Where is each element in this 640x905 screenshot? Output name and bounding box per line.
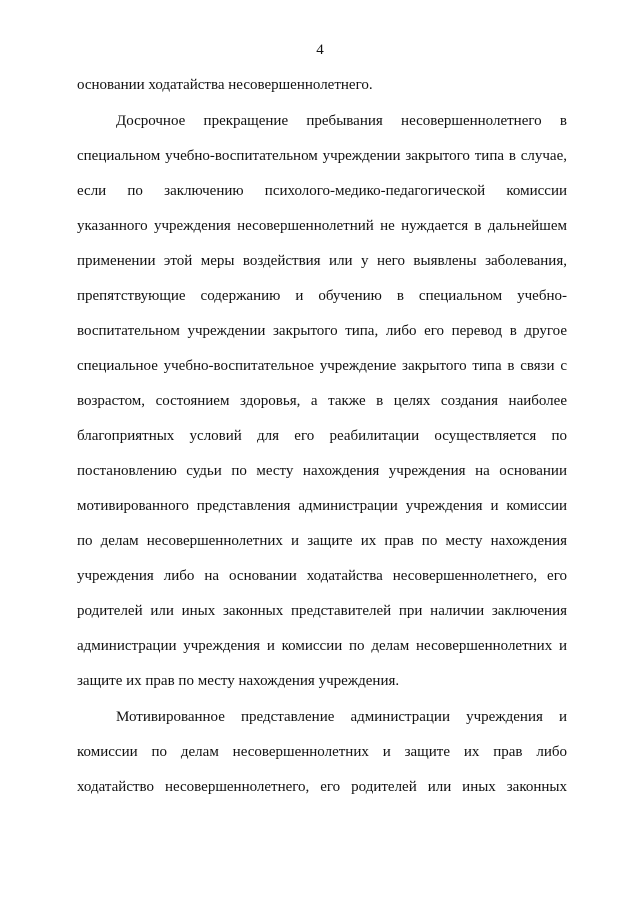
text-line: если по заключению психолого-медико-педагогической комиссии (77, 183, 567, 199)
text-line: Досрочное прекращение пребывания несовершеннолетнего в (116, 113, 567, 129)
text-line: администрации учреждения и комиссии по делам несовершеннолетних и (77, 638, 567, 654)
text-line: специальном учебно-воспитательном учреждении закрытого типа в случае, (77, 148, 567, 164)
text-line: указанного учреждения несовершеннолетний не нуждается в дальнейшем (77, 218, 567, 234)
text-line: применении этой меры воздействия или у него выявлены заболевания, (77, 253, 567, 269)
text-line: благоприятных условий для его реабилитации осуществляется по (77, 428, 567, 444)
text-line: ходатайство несовершеннолетнего, его родителей или иных законных (77, 779, 567, 795)
text-line: постановлению судьи по месту нахождения учреждения на основании (77, 463, 567, 479)
page-number: 4 (316, 42, 324, 58)
text-line: учреждения либо на основании ходатайства несовершеннолетнего, его (77, 568, 567, 584)
text-line: мотивированного представления администрации учреждения и комиссии (77, 498, 567, 514)
text-line: препятствующие содержанию и обучению в специальном учебно- (77, 288, 567, 304)
text-line: комиссии по делам несовершеннолетних и защите их прав либо (77, 744, 567, 760)
text-line: родителей или иных законных представителей при наличии заключения (77, 603, 567, 619)
text-line: Мотивированное представление администрации учреждения и (116, 709, 567, 725)
text-line: основании ходатайства несовершеннолетнего. (77, 77, 373, 93)
text-line: по делам несовершеннолетних и защите их прав по месту нахождения (77, 533, 567, 549)
text-line: воспитательном учреждении закрытого типа, либо его перевод в другое (77, 323, 567, 339)
text-line: специальное учебно-воспитательное учреждение закрытого типа в связи с (77, 358, 567, 374)
text-line: возрастом, состоянием здоровья, а также в целях создания наиболее (77, 393, 567, 409)
text-line: защите их прав по месту нахождения учреждения. (77, 673, 400, 689)
